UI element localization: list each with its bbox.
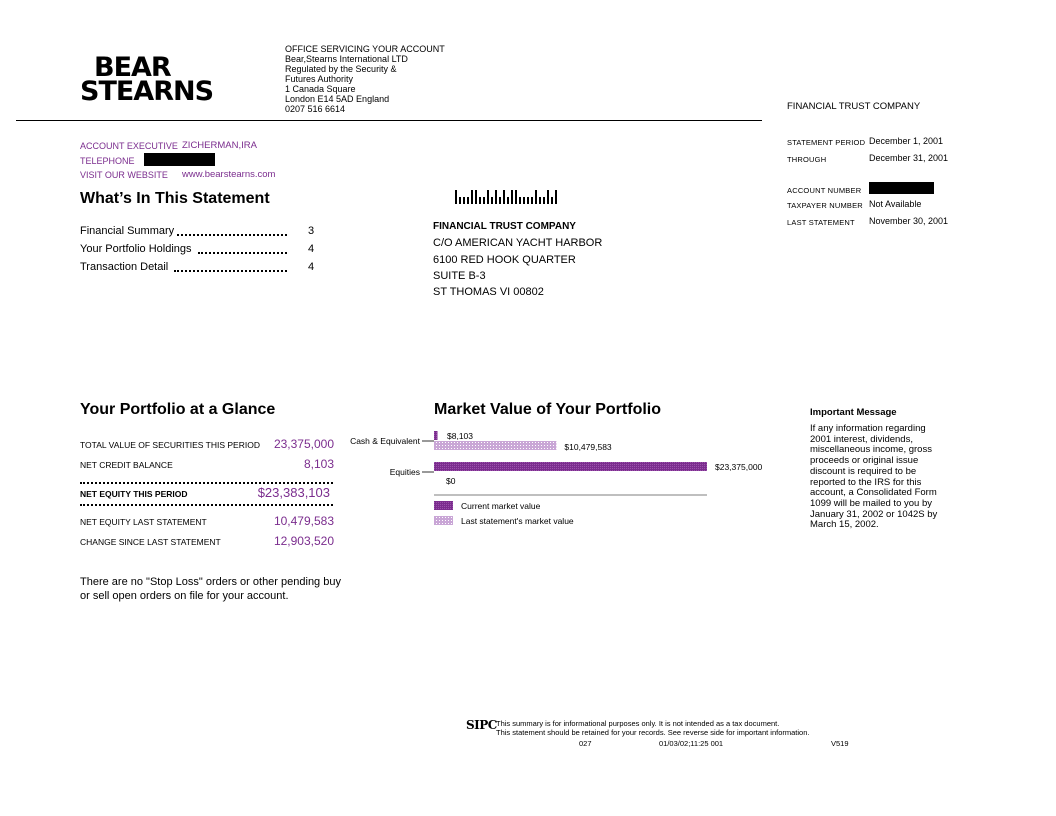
bar-equities-current bbox=[434, 462, 707, 471]
logo-line1: BEAR bbox=[94, 52, 171, 83]
footer-code: V519 bbox=[831, 739, 849, 748]
website-link[interactable]: www.bearstearns.com bbox=[182, 169, 276, 180]
legend-swatch-last bbox=[434, 516, 453, 525]
telephone-label: TELEPHONE bbox=[80, 156, 135, 166]
taxpayer-value: Not Available bbox=[869, 199, 922, 209]
glance-value: 23,375,000 bbox=[273, 437, 334, 451]
glance-label: NET EQUITY THIS PERIOD bbox=[80, 489, 188, 499]
glance-label: CHANGE SINCE LAST STATEMENT bbox=[80, 537, 221, 547]
data-label-cash-last: $10,479,583 bbox=[564, 442, 612, 452]
legend-swatch-current bbox=[434, 501, 453, 510]
footer-disclaimer bbox=[496, 719, 809, 737]
glance-value-net-equity: $23,383,103 bbox=[257, 485, 330, 500]
company-name-top: FINANCIAL TRUST COMPANY bbox=[787, 101, 921, 112]
data-label-cash-current: $8,103 bbox=[447, 431, 473, 441]
toc-item-financial-summary[interactable]: Financial Summary bbox=[80, 225, 175, 237]
open-orders-note bbox=[80, 575, 341, 603]
message-body: If any information regarding 2001 interest, dividends, miscellaneous income, gross proceeds or original issue discount is required to be reported to the IRS for this account, a Consolidated Form 1099 will be mailed to you by January 31, 2002 or 1042S by March 15, 2002. bbox=[810, 423, 938, 531]
footer-line: This statement should be retained for your records. See reverse side for important information. bbox=[496, 728, 810, 737]
statement-period-label: STATEMENT PERIOD bbox=[787, 138, 866, 147]
bar-cash-current bbox=[434, 431, 438, 440]
bar-cash-last bbox=[434, 441, 556, 450]
office-title: OFFICE SERVICING YOUR ACCOUNT bbox=[285, 44, 445, 54]
data-label-equities-current: $23,375,000 bbox=[715, 462, 763, 472]
office-line: London E14 5AD England bbox=[285, 94, 390, 104]
mailing-line: ST THOMAS VI 00802 bbox=[433, 286, 544, 298]
toc-item-portfolio-holdings[interactable]: Your Portfolio Holdings bbox=[80, 243, 192, 255]
office-line: Bear,Stearns International LTD bbox=[285, 54, 408, 64]
note-line: or sell open orders on file for your account. bbox=[80, 590, 289, 602]
website-label: VISIT OUR WEBSITE bbox=[80, 170, 168, 180]
office-line: Regulated by the Security & bbox=[285, 64, 397, 74]
toc-title: What’s In This Statement bbox=[80, 190, 270, 207]
account-number-redacted bbox=[869, 182, 934, 194]
office-block bbox=[285, 44, 445, 114]
toc-page: 4 bbox=[308, 261, 315, 273]
data-label-equities-last: $0 bbox=[446, 476, 456, 486]
through-label: THROUGH bbox=[787, 155, 827, 164]
glance-value: 8,103 bbox=[303, 457, 334, 471]
account-exec-value: ZICHERMAN,IRA bbox=[182, 140, 257, 151]
market-value-chart bbox=[340, 424, 790, 534]
legend-label-last: Last statement's market value bbox=[461, 516, 574, 526]
header-rule bbox=[16, 120, 762, 121]
glance-divider bbox=[80, 504, 333, 506]
mailing-line: 6100 RED HOOK QUARTER bbox=[433, 254, 576, 266]
toc-item-transaction-detail[interactable]: Transaction Detail bbox=[80, 261, 169, 273]
category-label-equities: Equities bbox=[389, 467, 420, 477]
taxpayer-label: TAXPAYER NUMBER bbox=[787, 201, 863, 210]
bear-stearns-logo bbox=[80, 52, 214, 107]
note-line: There are no "Stop Loss" orders or other pending buy bbox=[80, 576, 341, 588]
glance-value: 12,903,520 bbox=[273, 534, 334, 548]
footer-code: 027 bbox=[579, 739, 592, 748]
logo-line2: STEARNS bbox=[80, 76, 214, 107]
glance-label: TOTAL VALUE OF SECURITIES THIS PERIOD bbox=[80, 440, 260, 450]
legend-label-current: Current market value bbox=[461, 501, 541, 511]
postal-barcode bbox=[455, 190, 561, 206]
toc-page: 3 bbox=[308, 225, 315, 237]
category-label-cash: Cash & Equivalent bbox=[350, 436, 420, 446]
footer-line: This summary is for informational purposes only. It is not intended as a tax document. bbox=[496, 719, 780, 728]
mailing-line: C/O AMERICAN YACHT HARBOR bbox=[433, 237, 603, 249]
office-line: 1 Canada Square bbox=[285, 84, 356, 94]
office-line: 0207 516 6614 bbox=[285, 104, 346, 114]
footer-code: 01/03/02;11:25 001 bbox=[659, 739, 724, 748]
mailing-name: FINANCIAL TRUST COMPANY bbox=[433, 221, 576, 232]
glance-label: NET EQUITY LAST STATEMENT bbox=[80, 517, 207, 527]
glance-label: NET CREDIT BALANCE bbox=[80, 460, 173, 470]
through-value: December 31, 2001 bbox=[869, 153, 949, 163]
office-line: Futures Authority bbox=[285, 74, 354, 84]
toc-leader bbox=[177, 234, 287, 236]
account-number-label: ACCOUNT NUMBER bbox=[787, 186, 862, 195]
account-exec-label: ACCOUNT EXECUTIVE bbox=[80, 141, 178, 151]
toc-page: 4 bbox=[308, 243, 315, 255]
mailing-line: SUITE B-3 bbox=[433, 270, 486, 282]
glance-title: Your Portfolio at a Glance bbox=[80, 401, 276, 418]
toc-leader bbox=[198, 252, 287, 254]
glance-value: 10,479,583 bbox=[273, 514, 334, 528]
telephone-redacted bbox=[144, 153, 215, 166]
toc-leader bbox=[174, 270, 287, 272]
statement-period-value: December 1, 2001 bbox=[869, 136, 944, 146]
last-statement-value: November 30, 2001 bbox=[869, 216, 949, 226]
message-title: Important Message bbox=[810, 407, 897, 418]
chart-title: Market Value of Your Portfolio bbox=[434, 401, 661, 418]
sipc-logo: SIPC bbox=[466, 718, 497, 732]
glance-divider bbox=[80, 482, 333, 484]
last-statement-label: LAST STATEMENT bbox=[787, 218, 855, 227]
